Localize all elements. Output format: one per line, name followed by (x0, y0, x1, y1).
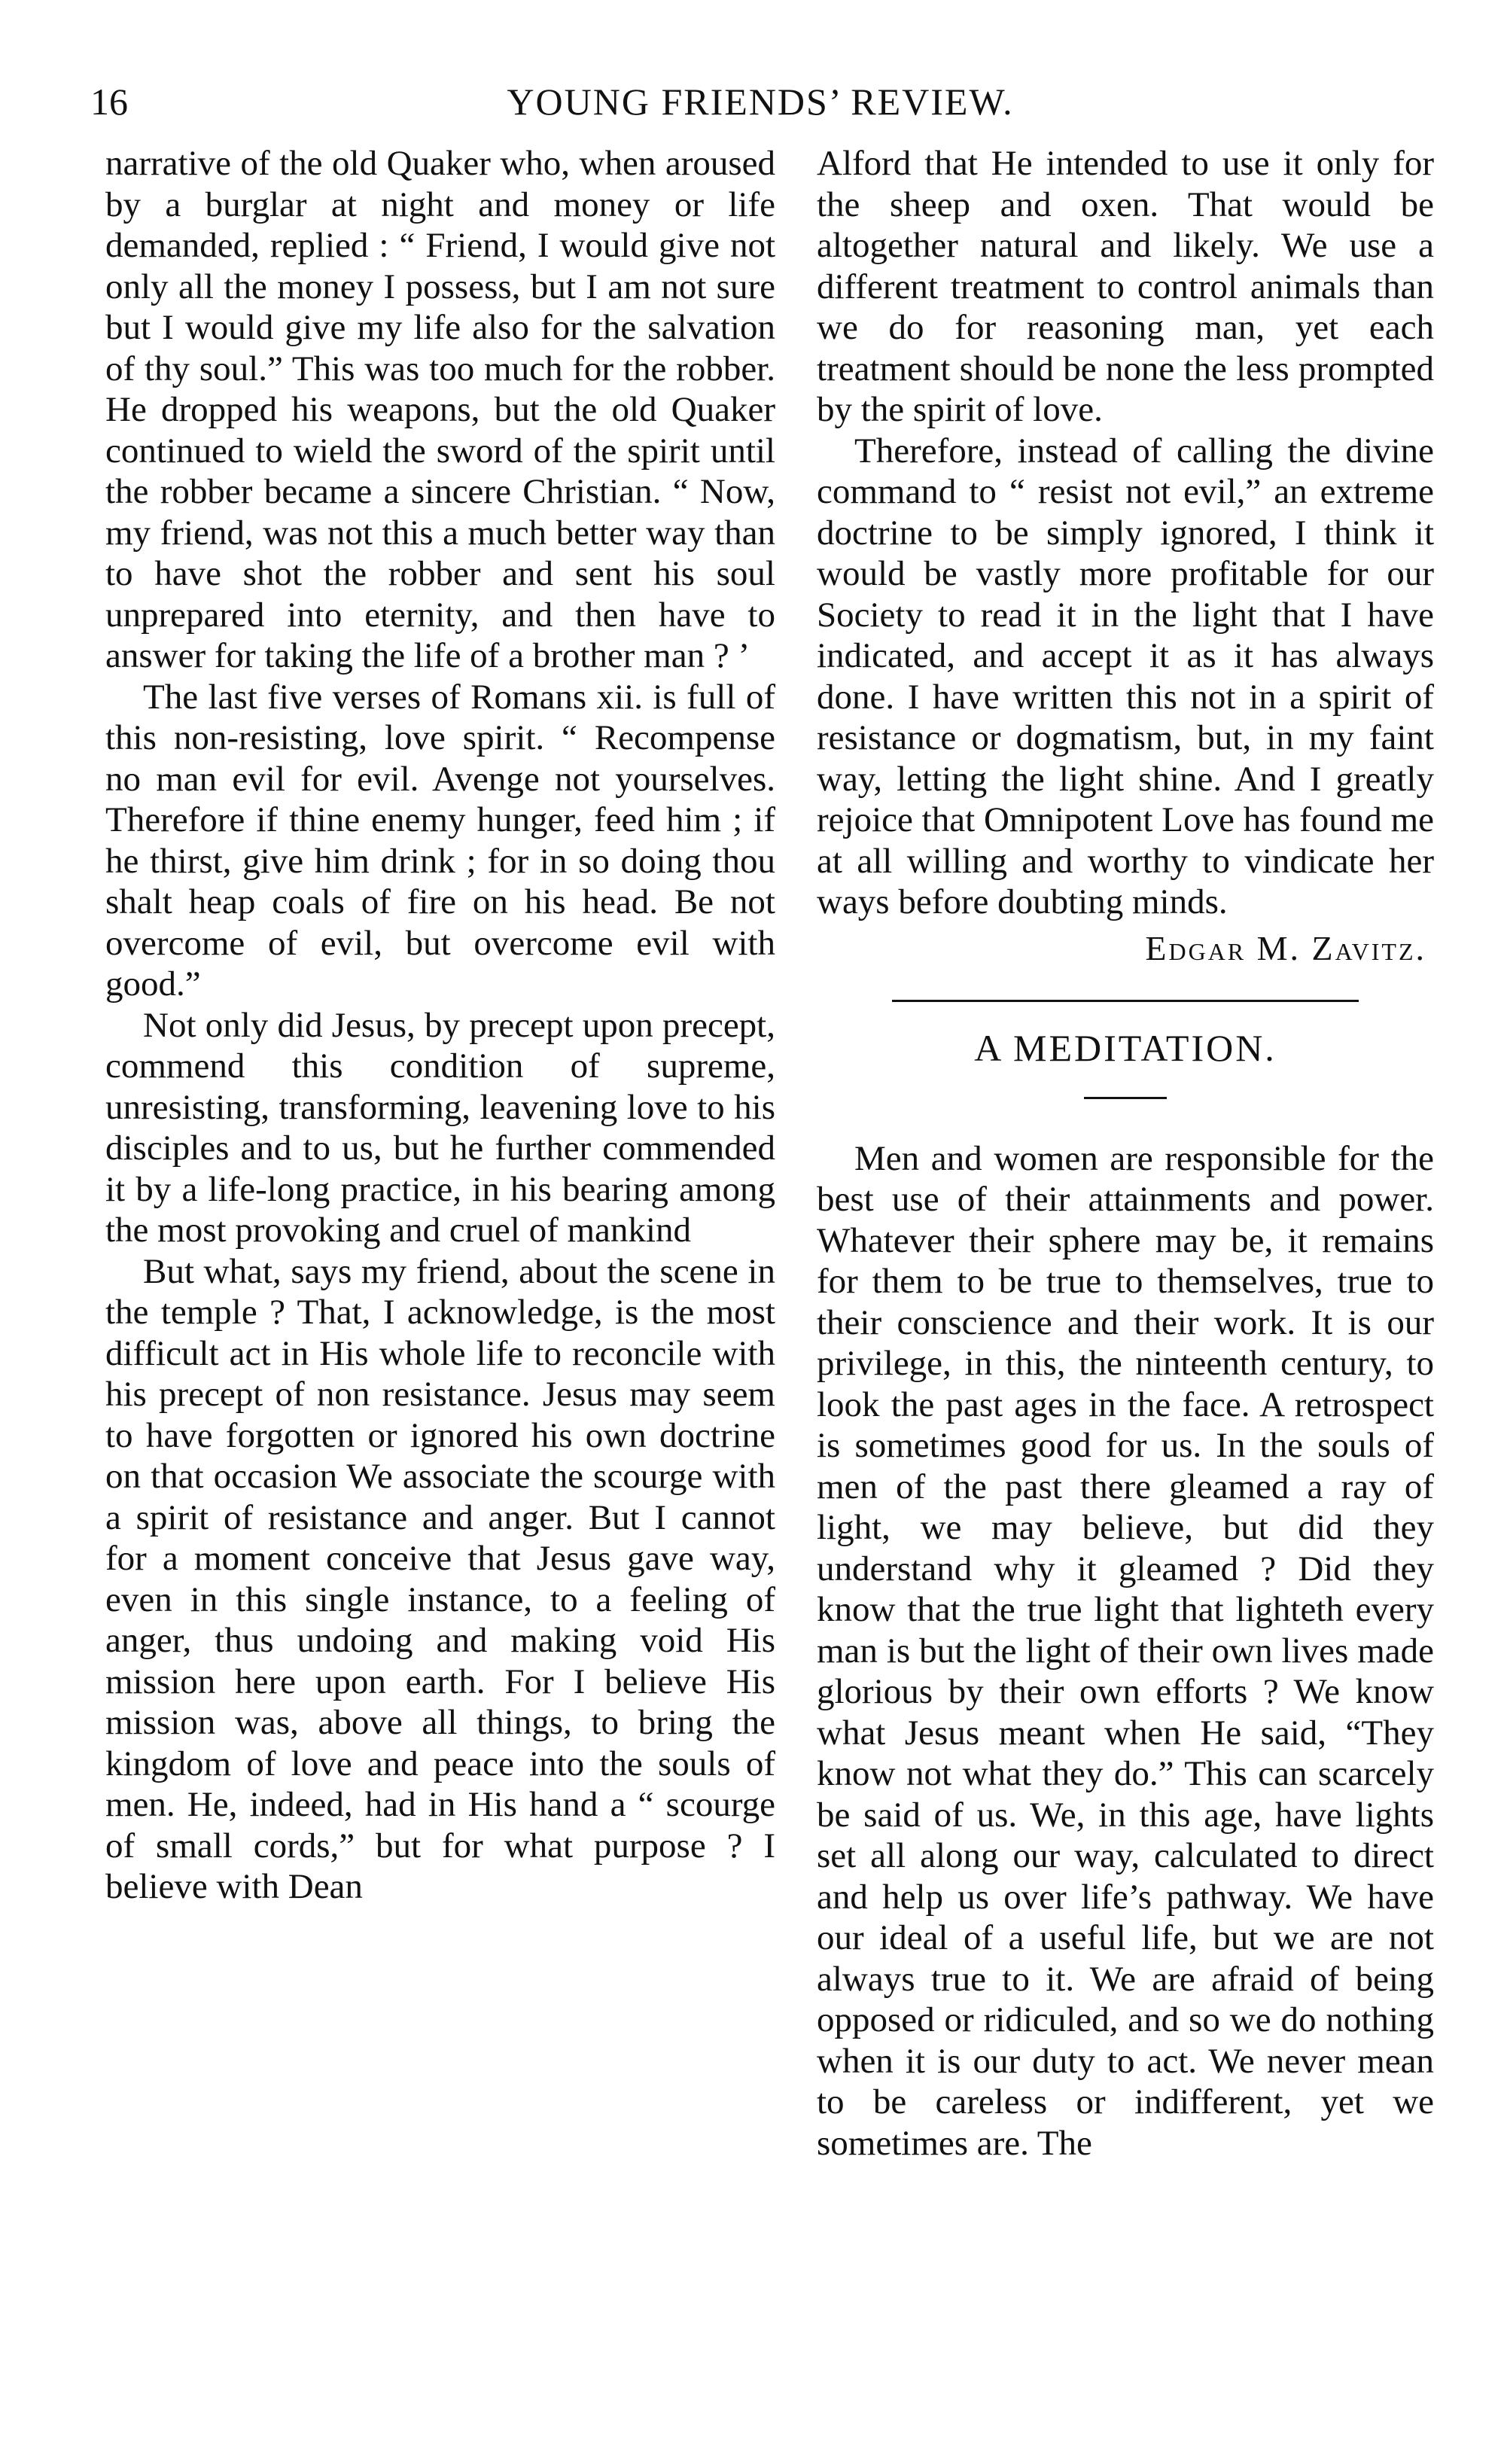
title-rule (1084, 1097, 1167, 1099)
paragraph: Men and women are responsible for the best use of their attainments and power. Whatever their sphere may be, it remains for them to be true to themselves, true to their conscience and their work. It is our privilege, in this, the ninteenth century, to look the past ages in the face. A retrospect is sometimes good for us. In the souls of men of the past there gleamed a ray of light, we may believe, but did they understand why it gleamed ? Did they know that the true light that lighteth every man is but the light of their own lives made glorious by their own efforts ? We know what Jesus meant when He said, “They know not what they do.” This can scarcely be said of us. We, in this age, have lights set all along our way, calculated to direct and help us over life’s pathway. We have our ideal of a useful life, but we are not always true to it. We are afraid of being opposed or ridiculed, and so we do nothing when it is our duty to act. We never mean to be careless or indifferent, yet we sometimes are. The (817, 1138, 1434, 2163)
page-number: 16 (90, 81, 128, 123)
left-column (105, 143, 775, 1908)
paragraph: Not only did Jesus, by precept upon precept, commend this condition of supreme, unresisting, transforming, leavening love to his disciples and to us, but he further commended it by a life-long practice, in his bearing among the most provoking and cruel of mankind (105, 1005, 775, 1250)
paragraph: The last five verses of Romans xii. is full of this non-resisting, love spirit. “ Recompense no man evil for evil. Avenge not yourselves. Therefore if thine enemy hunger, feed him ; if he thirst, give him drink ; for in so doing thou shalt heap coals of fire on his head. Be not overcome of evil, but overcome evil with good.” (105, 677, 775, 1004)
author-signature: Edgar M. Zavitz. (1145, 928, 1426, 967)
paragraph: narrative of the old Quaker who, when aroused by a burglar at night and money or life demanded, replied : “ Friend, I would give not only all the money I possess, but I am not sure but I would give my life also for the salvation of thy soul.” This was too much for the robber. He dropped his weapons, but the old Quaker continued to wield the sword of the spirit until the robber became a sincere Christian. “ Now, my friend, was not this a much better way than to have shot the robber and sent his soul unprepared into eternity, and then have to answer for taking the life of a brother man ? ’ (105, 144, 775, 675)
section-title: A MEDITATION. (974, 1026, 1277, 1069)
running-head (90, 75, 1430, 128)
paragraph: Alford that He intended to use it only for the sheep and oxen. That would be altogether natural and likely. We use a different treatment to control animals than we do for reasoning man, yet each treatment should be none the less prompted by the spirit of love. (817, 144, 1434, 429)
paragraph: But what, says my friend, about the scene in the temple ? That, I acknowledge, is the most difficult act in His whole life to reconcile with his precept of non resistance. Jesus may seem to have forgotten or ignored his own doctrine on that occasion We associate the scourge with a spirit of resistance and anger. But I cannot for a moment conceive that Jesus gave way, even in this single instance, to a feeling of anger, thus undoing and making void His mission here upon earth. For I believe His mission was, above all things, to bring the kingdom of love and peace into the souls of men. He, indeed, had in His hand a “ scourge of small cords,” but for what purpose ? I believe with Dean (105, 1251, 775, 1906)
paragraph: Therefore, instead of calling the divine command to “ resist not evil,” an extreme doctrine to be simply ignored, I think it would be vastly more profitable for our Society to read it in the light that I have indicated, and accept it as it has always done. I have written this not in a spirit of resistance or dogmatism, but, in my faint way, letting the light shine. And I greatly rejoice that Omnipotent Love has found me at all willing and worthy to vindicate her ways before doubting minds. (817, 431, 1434, 921)
section-divider (892, 1000, 1359, 1002)
right-column (817, 143, 1434, 2164)
journal-title: YOUNG FRIENDS’ REVIEW. (507, 81, 1014, 123)
